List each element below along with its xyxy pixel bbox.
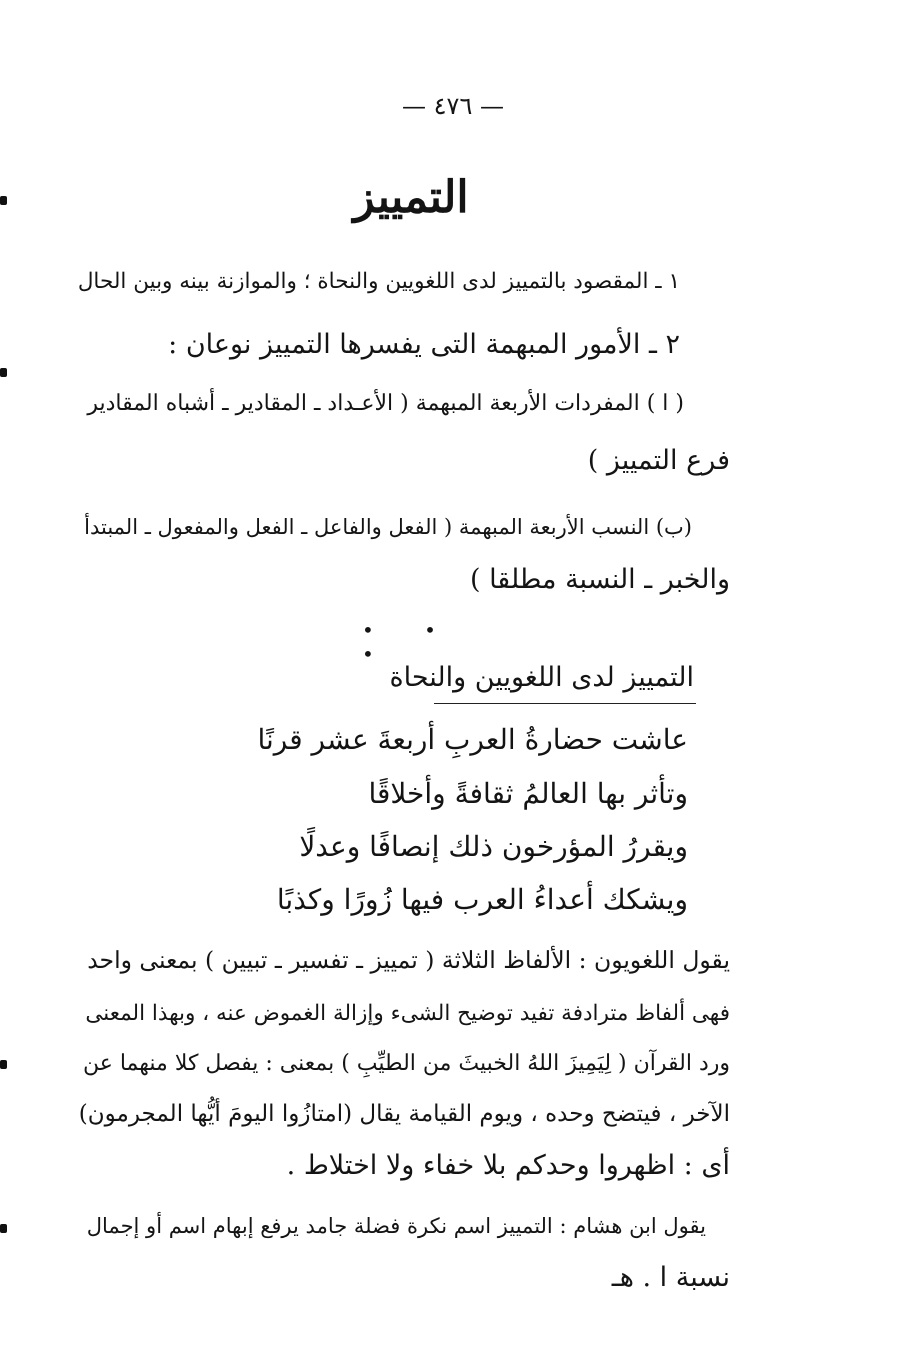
paragraph-2-line-1: يقول ابن هشام : التمييز اسم نكرة فضلة جامد يرفع إبهام اسم أو إجمال [86,1214,706,1238]
outline-subitem-b: (ب) النسب الأربعة المبهمة ( الفعل والفاعل ـ الفعل والمفعول ـ المبتدأ [84,515,692,539]
paragraph-1-line-1: يقول اللغويون : الألفاظ الثلاثة ( تمييز ـ تفسير ـ تبيين ) بمعنى واحد [87,946,730,974]
paragraph-1-line-3: ورد القرآن ( لِيَمِيزَ اللهُ الخبيثَ من الطيِّبِ ) بمعنى : يفصل كلا منهما عن [82,1051,730,1076]
margin-mark [0,196,7,205]
paragraph-1-line-5: أى : اظهروا وحدكم بلا خفاء ولا اختلاط . [286,1150,730,1181]
paragraph-1-line-2: فهى ألفاظ مترادفة تفيد توضيح الشىء وإزالة الغموض عنه ، وبهذا المعنى [85,1001,730,1026]
paragraph-2-line-2: نسبة ا . هـ [611,1262,730,1293]
margin-mark [0,1060,7,1069]
section-subheading: التمييز لدى اللغويين والنحاة [389,662,694,693]
chapter-title: التمييز [353,172,469,223]
outline-subitem-b-cont: والخبر ـ النسبة مطلقا ) [469,564,730,595]
margin-mark [0,1224,7,1233]
verse-line-3: ويقررُ المؤرخون ذلك إنصافًا وعدلًا [299,830,688,863]
verse-line-2: وتأثر بها العالمُ ثقافةً وأخلاقًا [368,777,688,810]
paragraph-1-line-4: الآخر ، فيتضح وحده ، ويوم القيامة يقال (امتازُوا اليومَ أيُّها المجرمون) [78,1101,730,1127]
verse-line-1: عاشت حضارةُ العربِ أربعةَ عشر قرنًا [257,723,688,756]
section-separator: • • • [362,618,458,666]
verse-line-4: ويشكك أعداءُ العرب فيها زُورًا وكذبًا [276,883,688,916]
outline-subitem-a-cont: فرع التمييز ) [587,445,730,476]
outline-subitem-a: ( ا ) المفردات الأربعة المبهمة ( الأعـداد ـ المقادير ـ أشباه المقادير [87,391,684,416]
outline-item-1: ١ ـ المقصود بالتمييز لدى اللغويين والنحاة ؛ والموازنة بينه وبين الحال [77,269,680,294]
margin-mark [0,368,7,377]
outline-item-2: ٢ ـ الأمور المبهمة التى يفسرها التمييز نوعان : [168,329,680,360]
page-number: — ٤٧٦ — [402,92,504,120]
subheading-underline [434,703,696,704]
